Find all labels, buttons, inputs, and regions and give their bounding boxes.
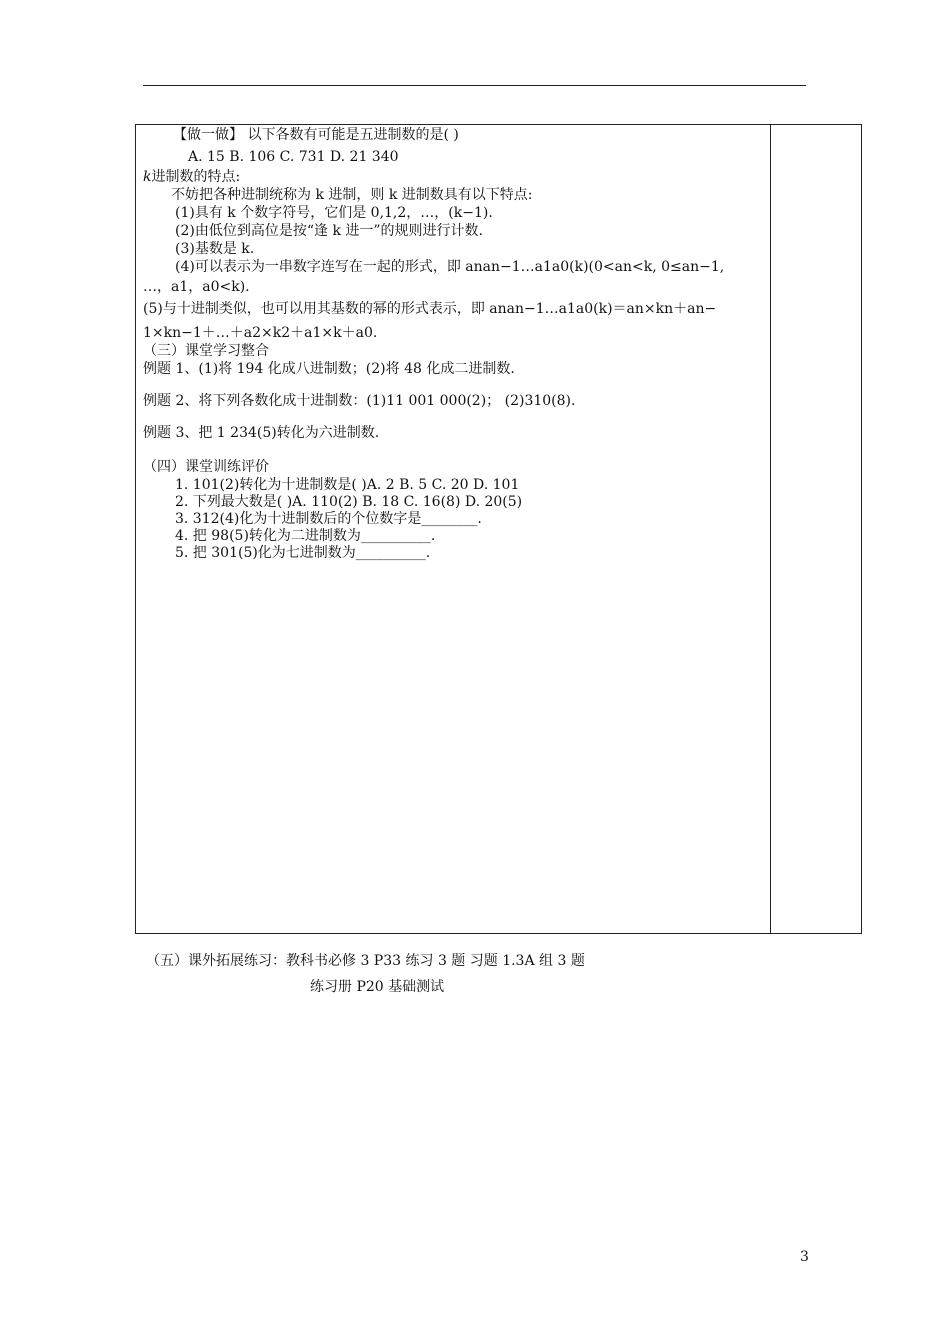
- feature-1: (1)具有 k 个数字符号，它们是 0,1,2，…，(k−1).: [175, 205, 493, 221]
- practice-1: 1. 101(2)转化为十进制数是( )A. 2 B. 5 C. 20 D. 101: [175, 477, 520, 493]
- table-column-divider: [770, 125, 771, 933]
- practice-2: 2. 下列最大数是( )A. 110(2) B. 18 C. 16(8) D. 20(5): [175, 494, 523, 510]
- practice-4: 4. 把 98(5)转化为二进制数为__________.: [175, 528, 436, 544]
- workbook-reference: 练习册 P20 基础测试: [310, 979, 445, 995]
- practice-3: 3. 312(4)化为十进制数后的个位数字是________.: [175, 511, 482, 527]
- example-3: 例题 3、把 1 234(5)转化为六进制数.: [143, 425, 380, 441]
- feature-4: (4)可以表示为一串数字连写在一起的形式，即 anan−1…a1a0(k)(0<an<k, 0≤an−1,: [175, 259, 725, 275]
- extension-exercises: （五）课外拓展练习：教科书必修 3 P33 练习 3 题 习题 1.3A 组 3 题: [146, 953, 585, 969]
- practice-5: 5. 把 301(5)化为七进制数为__________.: [175, 545, 431, 561]
- feature-4-cont: …，a1，a0<k).: [143, 279, 250, 295]
- section-heading-kbase: k进制数的特点:: [143, 169, 241, 185]
- exercise-prompt: 【做一做】 以下各数有可能是五进制数的是( ): [173, 127, 459, 143]
- feature-5: (5)与十进制类似，也可以用其基数的幂的形式表示，即 anan−1…a1a0(k)＝an×kn＋an−: [143, 301, 717, 317]
- header-rule: [143, 85, 806, 86]
- feature-3: (3)基数是 k.: [175, 241, 255, 257]
- section-heading-4: （四）课堂训练评价: [143, 459, 269, 475]
- example-2: 例题 2、将下列各数化成十进制数：(1)11 001 000(2)； (2)310(8).: [143, 393, 576, 409]
- paragraph: 不妨把各种进制统称为 k 进制，则 k 进制数具有以下特点:: [171, 187, 533, 203]
- section-heading-3: （三）课堂学习整合: [143, 343, 269, 359]
- feature-2: (2)由低位到高位是按“逢 k 进一”的规则进行计数.: [175, 223, 483, 239]
- example-1: 例题 1、(1)将 194 化成八进制数；(2)将 48 化成二进制数.: [143, 361, 515, 377]
- page-number: 3: [800, 1249, 809, 1265]
- feature-5-cont: 1×kn−1＋…＋a2×k2＋a1×k＋a0.: [143, 325, 378, 341]
- exercise-options: A. 15 B. 106 C. 731 D. 21 340: [188, 149, 399, 165]
